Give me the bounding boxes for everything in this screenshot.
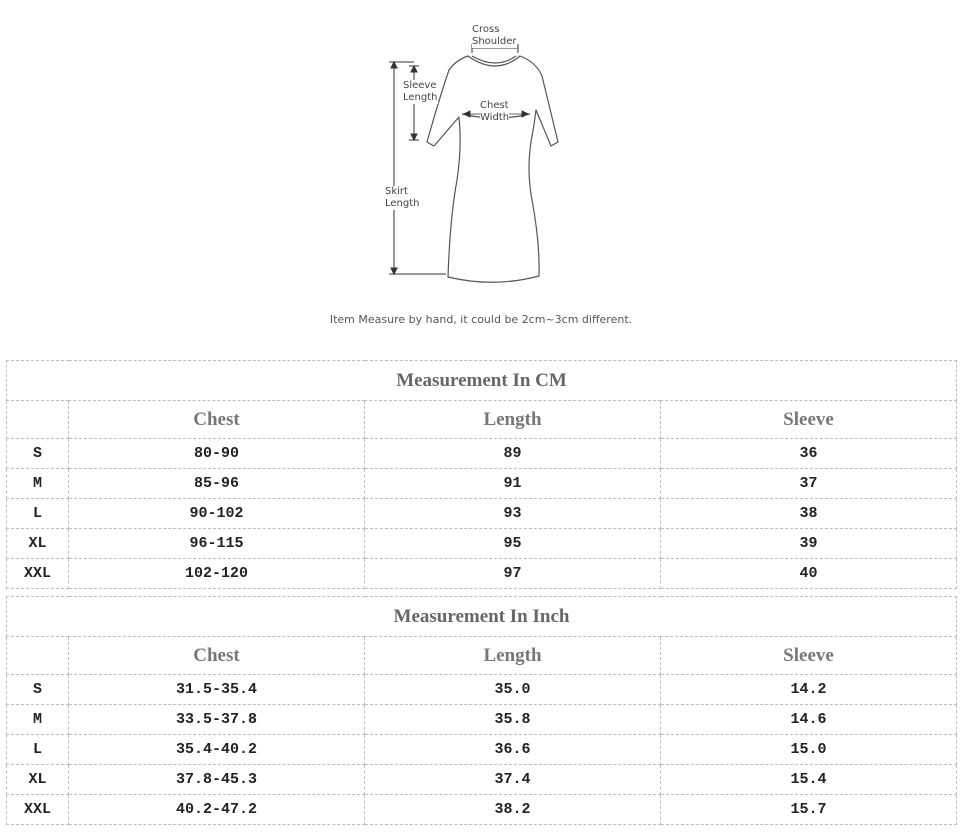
sleeve-cell: 38 — [661, 499, 957, 529]
cm-title-row — [7, 361, 957, 401]
size-cell: M — [7, 705, 69, 735]
table-row — [7, 675, 957, 705]
sleeve-length-label — [403, 80, 438, 104]
length-cell: 35.0 — [365, 675, 661, 705]
cross-shoulder-label — [472, 24, 517, 48]
length-cell: 95 — [365, 529, 661, 559]
length-cell: 37.4 — [365, 765, 661, 795]
inch-header-chest: Chest — [69, 637, 365, 675]
cm-size-table — [6, 360, 957, 589]
cm-header-size — [7, 401, 69, 439]
sleeve-cell: 15.0 — [661, 735, 957, 765]
skirt-length-line-1: Skirt — [385, 186, 408, 197]
chest-width-line-1: Chest — [480, 100, 509, 111]
chest-cell: 85-96 — [69, 469, 365, 499]
skirt-length-line-2: Length — [385, 198, 420, 209]
sleeve-cell: 14.2 — [661, 675, 957, 705]
length-cell: 93 — [365, 499, 661, 529]
size-cell: XXL — [7, 795, 69, 825]
inch-header-size — [7, 637, 69, 675]
chest-cell: 96-115 — [69, 529, 365, 559]
cm-header-length: Length — [365, 401, 661, 439]
chest-cell: 35.4-40.2 — [69, 735, 365, 765]
cross-shoulder-line-1: Cross — [472, 24, 500, 35]
table-row — [7, 529, 957, 559]
table-row — [7, 735, 957, 765]
inch-header-sleeve: Sleeve — [661, 637, 957, 675]
chest-cell: 80-90 — [69, 439, 365, 469]
table-row — [7, 559, 957, 589]
measure-note: Item Measure by hand, it could be 2cm~3cm different. — [329, 313, 633, 326]
chest-cell: 31.5-35.4 — [69, 675, 365, 705]
length-cell: 91 — [365, 469, 661, 499]
sleeve-length-line-2: Length — [403, 92, 438, 103]
cm-header-row — [7, 401, 957, 439]
length-cell: 38.2 — [365, 795, 661, 825]
cm-table-title: Measurement In CM — [7, 361, 957, 401]
inch-table-title: Measurement In Inch — [7, 597, 957, 637]
sleeve-cell: 40 — [661, 559, 957, 589]
size-cell: M — [7, 469, 69, 499]
chest-cell: 33.5-37.8 — [69, 705, 365, 735]
size-cell: XXL — [7, 559, 69, 589]
sleeve-cell: 39 — [661, 529, 957, 559]
chest-cell: 37.8-45.3 — [69, 765, 365, 795]
length-cell: 36.6 — [365, 735, 661, 765]
length-cell: 97 — [365, 559, 661, 589]
sleeve-cell: 37 — [661, 469, 957, 499]
size-cell: S — [7, 675, 69, 705]
table-row — [7, 469, 957, 499]
chest-width-line-2: Width — [480, 112, 510, 123]
cross-shoulder-line-2: Shoulder — [472, 36, 517, 47]
table-row — [7, 765, 957, 795]
size-cell: S — [7, 439, 69, 469]
sleeve-cell: 15.7 — [661, 795, 957, 825]
inch-size-table — [6, 596, 957, 825]
table-row — [7, 499, 957, 529]
cm-header-chest: Chest — [69, 401, 365, 439]
chest-cell: 102-120 — [69, 559, 365, 589]
sleeve-length-line-1: Sleeve — [403, 80, 437, 91]
size-cell: XL — [7, 765, 69, 795]
sleeve-cell: 36 — [661, 439, 957, 469]
chest-cell: 90-102 — [69, 499, 365, 529]
table-row — [7, 795, 957, 825]
length-cell: 89 — [365, 439, 661, 469]
inch-header-length: Length — [365, 637, 661, 675]
size-cell: L — [7, 735, 69, 765]
size-cell: XL — [7, 529, 69, 559]
chest-cell: 40.2-47.2 — [69, 795, 365, 825]
size-cell: L — [7, 499, 69, 529]
chest-width-label — [480, 100, 509, 124]
inch-title-row — [7, 597, 957, 637]
cm-header-sleeve: Sleeve — [661, 401, 957, 439]
table-row — [7, 705, 957, 735]
dress-outline-icon — [370, 18, 590, 290]
dress-diagram — [370, 18, 590, 290]
table-row — [7, 439, 957, 469]
sleeve-cell: 15.4 — [661, 765, 957, 795]
length-cell: 35.8 — [365, 705, 661, 735]
skirt-length-label — [385, 186, 420, 210]
sleeve-cell: 14.6 — [661, 705, 957, 735]
inch-header-row — [7, 637, 957, 675]
